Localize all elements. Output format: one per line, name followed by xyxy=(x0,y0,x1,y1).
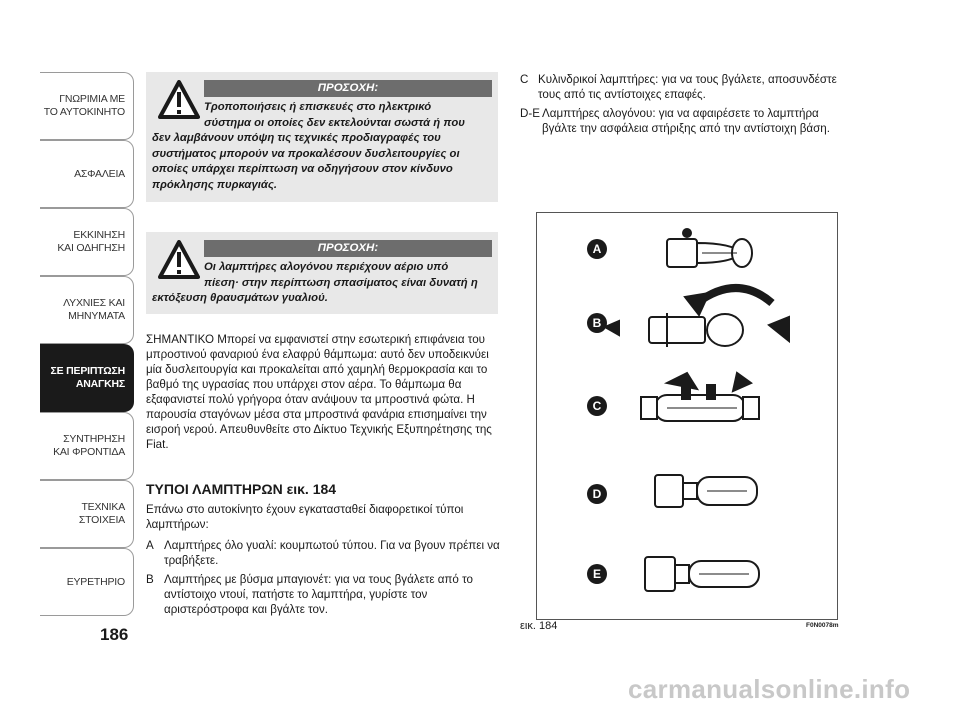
bulb-e-icon xyxy=(645,557,759,591)
tab-safety[interactable] xyxy=(40,140,134,208)
important-note: ΣΗΜΑΝΤΙΚΟ Μπορεί να εμφανιστεί στην εσωτερική επιφάνεια του μπροστινού φαναριού ένα ελαφρύ θάμπωμα: αυτό δεν υποδεικνύει μία δυσλειτουργία και προκαλείται από χαμηλή θερμοκρασία και το βαθμό της υγρασίας που υπάρχει στον αέρα. Το θάμπωμα θα εξαφανιστεί πολύ γρήγορα όταν ανάψουν τα μπροστινά φώτα. Η παρουσία σταγόνων μέσα στα μπροστινά φανάρια επισημαίνει την εισροή νερού. Απευθυνθείτε στο Δίκτυο Τεχνικής Εξυπηρέτησης της Fiat. xyxy=(146,333,492,451)
figure-label: A xyxy=(587,239,607,259)
bulb-b-icon xyxy=(605,288,789,347)
list-key: C xyxy=(520,73,529,86)
page-number: 186 xyxy=(100,625,129,644)
tab-warning-lights[interactable] xyxy=(40,276,134,344)
figure-label: D xyxy=(587,484,607,504)
warning-box-halogen xyxy=(146,232,498,314)
section-heading: ΤΥΠΟΙ ΛΑΜΠΤΗΡΩΝ εικ. 184 xyxy=(146,481,337,497)
list-item xyxy=(520,72,850,102)
watermark: carmanualsonline.info xyxy=(628,674,911,704)
warning-line: Οι λαμπτήρες αλογόνου περιέχουν αέριο υπό xyxy=(204,261,449,273)
warning-rest: δεν λαμβάνουν υπόψη τις τεχνικές προδιαγραφές του συστήματος μπορούν να προκαλέσουν δυσλειτουργίες οι οποίες υπάρχει περίπτωση να οδηγήσουν στον κίνδυνο πρόκλησης πυρκαγιάς. xyxy=(152,132,460,191)
tab-getting-to-know[interactable] xyxy=(40,72,134,140)
list-item xyxy=(146,572,502,617)
bulb-d-icon xyxy=(655,475,757,507)
bulb-a-icon xyxy=(667,229,752,267)
bulb-types-figure xyxy=(536,212,838,620)
warning-box-electrical xyxy=(146,72,498,202)
figure-label: B xyxy=(587,313,607,333)
warning-text xyxy=(152,260,490,307)
tab-label: ΕΚΚΙΝΗΣΗ ΚΑΙ ΟΔΗΓΗΣΗ xyxy=(57,229,125,254)
list-text: Λαμπτήρες με βύσμα μπαγιονέτ: για να τους βγάλετε από το αντίστοιχο ντουί, πατήστε το λαμπτήρα, γυρίστε τον αριστερόστροφα και βγάλτε τον. xyxy=(164,573,473,616)
warning-title: ΠΡΟΣΟΧΗ: xyxy=(204,80,492,97)
list-key: D-E xyxy=(520,107,540,120)
list-text: Λαμπτήρες όλο γυαλί: κουμπωτού τύπου. Για να βγουν πρέπει να τραβήξετε. xyxy=(164,539,500,567)
tab-label: ΕΥΡΕΤΗΡΙΟ xyxy=(66,575,125,588)
list-item xyxy=(520,106,850,136)
warning-text xyxy=(152,100,490,193)
lamp-types-left xyxy=(146,502,502,621)
figure-caption: εικ. 184 xyxy=(520,620,558,632)
list-item xyxy=(146,538,502,568)
warning-line: σύστημα οι οποίες δεν εκτελούνται σωστά ή που xyxy=(204,116,465,129)
lamp-types-right xyxy=(520,72,850,140)
list-text: Κυλινδρικοί λαμπτήρες: για να τους βγάλετε, αποσυνδέστε τους από τις αντίστοιχες επαφές. xyxy=(538,73,837,101)
list-text: Λαμπτήρες αλογόνου: για να αφαιρέσετε το λαμπτήρα βγάλτε την ασφάλεια στήριξης από την αντίστοιχη βάση. xyxy=(542,107,830,135)
figure-label: C xyxy=(587,396,607,416)
tab-label: ΛΥΧΝΙΕΣ ΚΑΙ ΜΗΝΥΜΑΤΑ xyxy=(63,297,125,322)
warning-line: Τροποποιήσεις ή επισκευές στο ηλεκτρικό xyxy=(204,101,432,113)
section-tabs xyxy=(40,72,134,616)
tab-maintenance[interactable] xyxy=(40,412,134,480)
tab-label: ΓΝΩΡΙΜΙΑ ΜΕ ΤΟ ΑΥΤΟΚΙΝΗΤΟ xyxy=(43,93,125,118)
tab-index[interactable] xyxy=(40,548,134,616)
bulb-c-icon xyxy=(641,373,759,421)
warning-rest: εκτόξευση θραυσμάτων γυαλιού. xyxy=(152,292,328,304)
figure-label: E xyxy=(587,564,607,584)
tab-label: ΣΥΝΤΗΡΗΣΗ ΚΑΙ ΦΡΟΝΤΙΔΑ xyxy=(53,433,125,458)
tab-starting-driving[interactable] xyxy=(40,208,134,276)
tab-technical-data[interactable] xyxy=(40,480,134,548)
intro-text: Επάνω στο αυτοκίνητο έχουν εγκατασταθεί διαφορετικοί τύποι λαμπτήρων: xyxy=(146,503,464,531)
list-key: B xyxy=(146,573,154,586)
warning-line: πίεση· στην περίπτωση σπασίματος είναι δυνατή η xyxy=(204,276,478,289)
figure-code: F0N0078m xyxy=(806,622,839,629)
tab-emergency[interactable] xyxy=(40,344,134,412)
tab-label: ΤΕΧΝΙΚΑ ΣΤΟΙΧΕΙΑ xyxy=(78,501,125,526)
list-key: A xyxy=(146,539,154,552)
bulb-drawings xyxy=(537,213,837,619)
warning-title: ΠΡΟΣΟΧΗ: xyxy=(204,240,492,257)
tab-label: ΣΕ ΠΕΡΙΠΤΩΣΗ ΑΝΑΓΚΗΣ xyxy=(50,365,125,390)
tab-label: ΑΣΦΑΛΕΙΑ xyxy=(74,167,125,180)
